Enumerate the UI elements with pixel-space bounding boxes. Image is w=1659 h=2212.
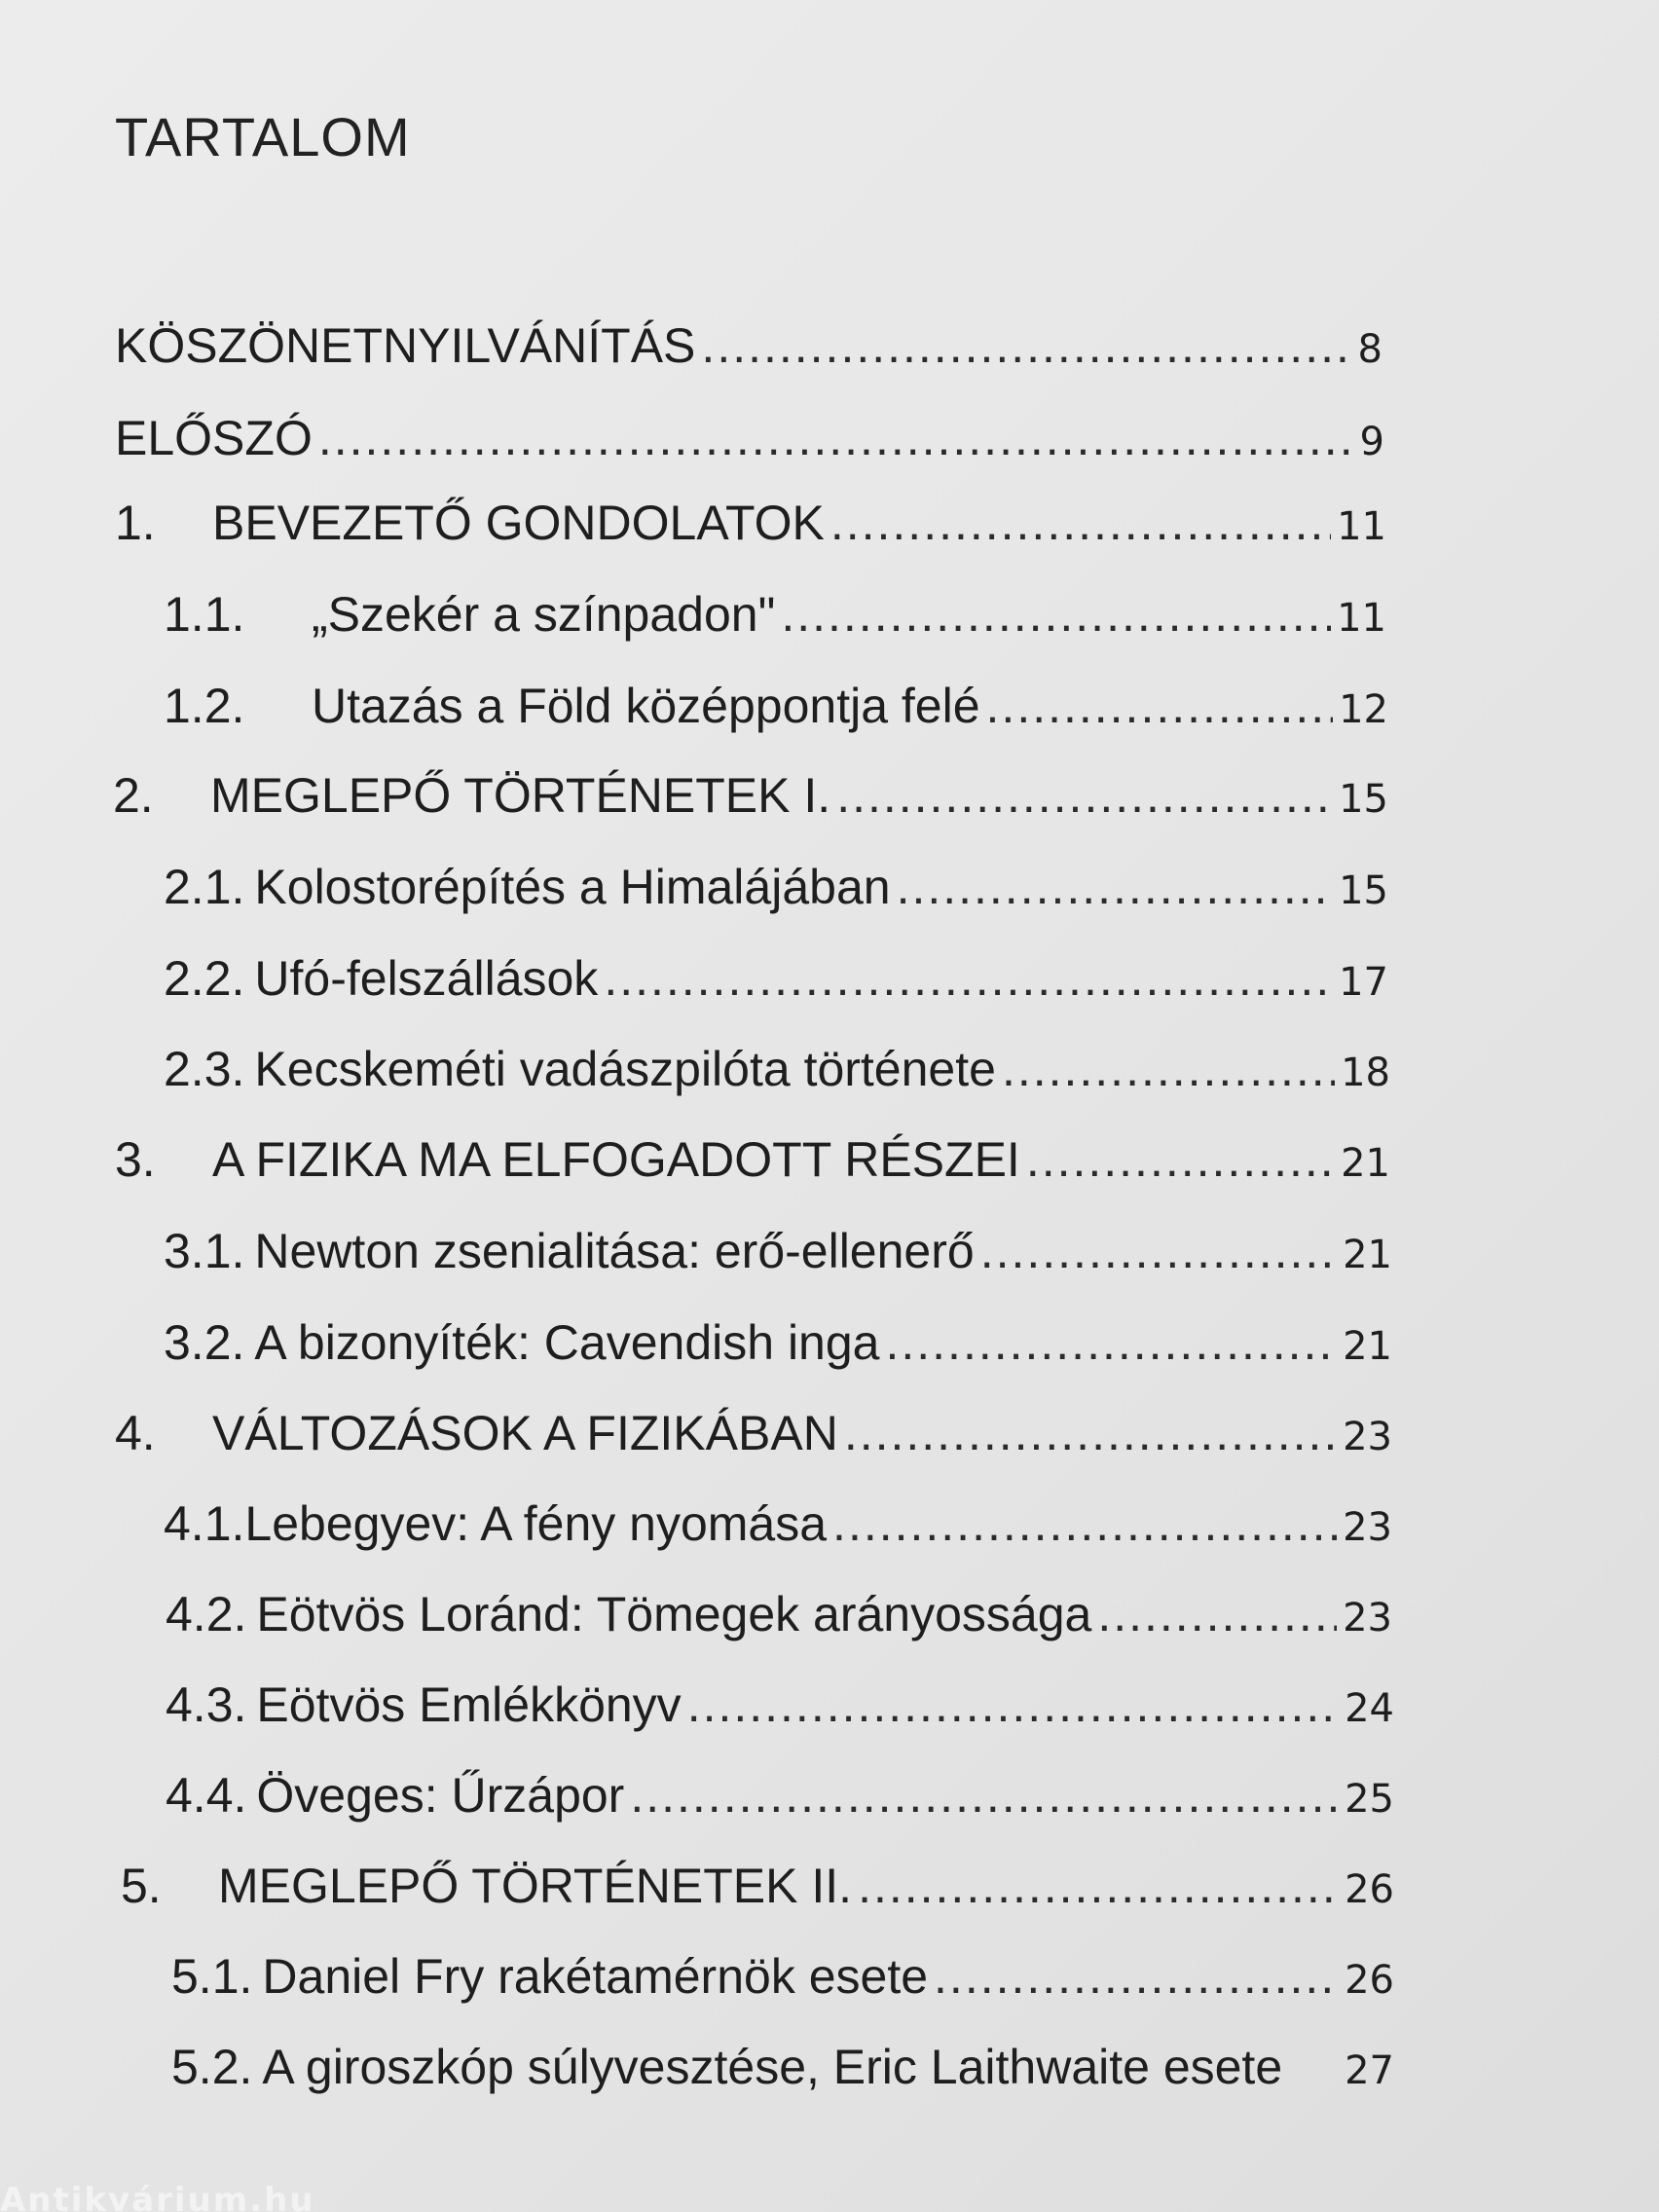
toc-entry-section-3-2 <box>164 1315 1392 1370</box>
toc-entry-number: 2.1. <box>164 860 245 914</box>
toc-entry-page: 11 <box>1337 504 1386 549</box>
toc-entry-number: 2.3. <box>164 1042 245 1096</box>
toc-entry-section-1-2 <box>164 679 1388 733</box>
toc-entry-label: Newton zsenialitása: erő-ellenerő <box>254 1224 975 1278</box>
toc-dot-leader <box>934 1952 1339 2001</box>
toc-entry-section-2-3 <box>164 1042 1390 1096</box>
toc-entry-label: MEGLEPŐ TÖRTÉNETEK I. <box>210 768 831 823</box>
toc-dot-leader <box>885 1318 1337 1367</box>
toc-entry-chapter-1 <box>115 496 1386 550</box>
toc-entry-page: 21 <box>1343 1233 1392 1277</box>
toc-entry-label: Öveges: Űrzápor <box>256 1768 625 1823</box>
toc-entry-label: A FIZIKA MA ELFOGADOTT RÉSZEI <box>212 1132 1020 1187</box>
toc-entry-page: 27 <box>1345 2048 1394 2093</box>
toc-dot-leader <box>1097 1590 1337 1639</box>
toc-entry-number: 2.2. <box>164 951 245 1006</box>
toc-dot-leader <box>318 414 1354 462</box>
toc-dot-leader <box>858 1862 1339 1910</box>
toc-entry-label: Kecskeméti vadászpilóta története <box>254 1042 996 1096</box>
toc-entry-page: 17 <box>1339 960 1388 1005</box>
toc-entry-label: Eötvös Loránd: Tömegek arányossága <box>256 1587 1092 1641</box>
toc-entry-label: A bizonyíték: Cavendish inga <box>254 1315 880 1370</box>
toc-entry-label: Utazás a Föld középpontja felé <box>312 679 980 733</box>
toc-entry-number: 2. <box>113 768 154 823</box>
toc-entry-label: „Szekér a színpadon" <box>312 587 776 642</box>
toc-entry-number: 3.1. <box>164 1224 245 1278</box>
toc-entry-page: 21 <box>1343 1324 1392 1369</box>
toc-entry-chapter-4 <box>115 1406 1392 1460</box>
toc-dot-leader <box>781 590 1331 639</box>
toc-entry-label: Ufó-felszállások <box>254 951 599 1006</box>
toc-entry-label: ELŐSZÓ <box>115 411 313 465</box>
toc-entry-number: 3. <box>115 1132 156 1187</box>
toc-dot-leader <box>986 682 1334 730</box>
toc-entry-number: 4.3. <box>166 1677 247 1732</box>
toc-entry-page: 23 <box>1343 1505 1392 1550</box>
toc-entry-chapter-3 <box>115 1132 1390 1187</box>
watermark: Antikvárium.hu <box>0 2181 315 2212</box>
toc-dot-leader <box>1026 1135 1335 1184</box>
toc-entry-number: 4.2. <box>166 1587 247 1641</box>
toc-dot-leader <box>604 954 1333 1003</box>
toc-entry-chapter-5 <box>121 1859 1394 1913</box>
toc-entry-number: 4.1. <box>164 1496 245 1551</box>
toc-dot-leader <box>980 1227 1337 1275</box>
toc-entry-number: 4. <box>115 1406 156 1460</box>
toc-entry-page: 21 <box>1341 1141 1390 1186</box>
toc-entry-number: 4.4. <box>166 1768 247 1823</box>
toc-entry-section-4-1 <box>164 1496 1392 1551</box>
toc-entry-page: 23 <box>1343 1415 1392 1459</box>
toc-entry-section-4-3 <box>166 1677 1394 1732</box>
toc-entry-label: Daniel Fry rakétamérnök esete <box>262 1949 929 2004</box>
toc-entry-chapter-2 <box>113 768 1388 823</box>
toc-entry-section-5-1 <box>171 1949 1394 2004</box>
toc-entry-page: 8 <box>1357 327 1382 372</box>
toc-entry-label: A giroszkóp súlyvesztése, Eric Laithwaite esete <box>262 2040 1283 2094</box>
toc-entry-page: 26 <box>1345 1867 1394 1912</box>
toc-entry-page: 15 <box>1339 868 1388 913</box>
toc-dot-leader <box>687 1680 1339 1729</box>
toc-entry-page: 12 <box>1339 687 1388 732</box>
toc-entry-section-4-2 <box>166 1587 1392 1641</box>
toc-entry-number: 1.1. <box>164 587 245 642</box>
toc-entry-label: Eötvös Emlékkönyv <box>256 1677 682 1732</box>
toc-entry-label: BEVEZETŐ GONDOLATOK <box>212 496 825 550</box>
toc-entry-number: 1.2. <box>164 679 245 733</box>
toc-entry-section-2-2 <box>164 951 1388 1006</box>
toc-dot-leader <box>897 863 1334 911</box>
toc-entry-page: 9 <box>1359 420 1384 464</box>
toc-dot-leader <box>844 1409 1337 1457</box>
toc-entry-number: 1. <box>115 496 156 550</box>
toc-entry-page: 15 <box>1339 777 1388 822</box>
toc-dot-leader <box>832 1499 1337 1548</box>
toc-entry-foreword <box>115 411 1384 465</box>
toc-entry-section-3-1 <box>164 1224 1392 1278</box>
toc-dot-leader <box>830 498 1331 547</box>
page-title: TARTALOM <box>115 106 411 167</box>
toc-entry-page: 26 <box>1345 1958 1394 2003</box>
toc-entry-label: MEGLEPŐ TÖRTÉNETEK II. <box>218 1859 853 1913</box>
toc-dot-leader <box>630 1771 1339 1820</box>
toc-entry-acknowledgements <box>115 318 1382 373</box>
toc-entry-number: 5.2. <box>171 2040 253 2094</box>
toc-entry-label: Lebegyev: A fény nyomása <box>244 1496 828 1551</box>
toc-dot-leader <box>701 321 1351 370</box>
toc-entry-number: 5. <box>121 1859 162 1913</box>
toc-entry-section-4-4 <box>166 1768 1394 1823</box>
toc-entry-section-2-1 <box>164 860 1388 914</box>
toc-dot-leader <box>1002 1045 1335 1093</box>
toc-dot-leader <box>836 771 1333 820</box>
toc-entry-label: Kolostorépítés a Himalájában <box>254 860 891 914</box>
toc-entry-page: 24 <box>1345 1686 1394 1731</box>
toc-entry-page: 25 <box>1345 1777 1394 1822</box>
toc-entry-number: 3.2. <box>164 1315 245 1370</box>
toc-entry-page: 23 <box>1343 1596 1392 1641</box>
toc-entry-label: KÖSZÖNETNYILVÁNÍTÁS <box>115 318 696 373</box>
toc-entry-page: 18 <box>1341 1051 1390 1095</box>
toc-entry-section-5-2 <box>171 2040 1394 2094</box>
toc-entry-page: 11 <box>1337 596 1386 641</box>
toc-entry-section-1-1 <box>164 587 1386 642</box>
toc-entry-number: 5.1. <box>171 1949 253 2004</box>
toc-entry-label: VÁLTOZÁSOK A FIZIKÁBAN <box>212 1406 838 1460</box>
